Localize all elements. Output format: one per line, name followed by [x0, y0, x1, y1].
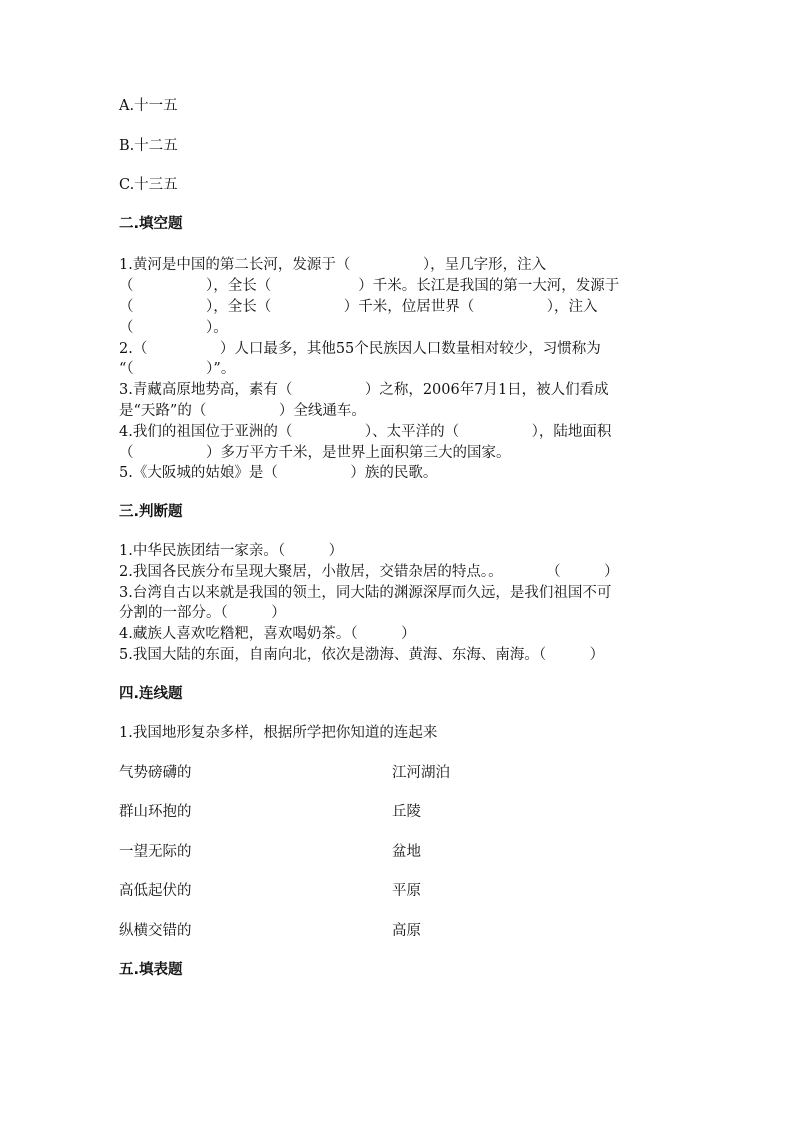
fill-line: 1.黄河是中国的第二长河，发源于（ ），呈几字形，注入: [119, 257, 547, 273]
fill-line: “（ ）”。: [119, 361, 236, 377]
judge-line: 3.台湾自古以来就是我国的领土，同大陆的渊源深厚而久远，是我们祖国不可: [119, 585, 612, 601]
fill-section-heading: 二.填空题: [119, 216, 183, 232]
fill-line: 3.青藏高原地势高，素有（ ）之称，2006年7月1日，被人们看成: [119, 382, 609, 398]
match-question: 1.我国地形复杂多样，根据所学把你知道的连起来: [119, 725, 438, 741]
judge-line: 2.我国各民族分布呈现大聚居，小散居，交错杂居的特点。。 （ ）: [119, 564, 619, 580]
match-right-item: 盆地: [392, 844, 421, 860]
judge-line: 5.我国大陆的东面，自南向北，依次是渤海、黄海、东海、南海。（ ）: [119, 647, 605, 663]
fill-line: 4.我们的祖国位于亚洲的（ ）、太平洋的（ ），陆地面积: [119, 424, 612, 440]
option-b: B.十二五: [119, 138, 178, 154]
fill-line: （ ），全长（ ）千米。长江是我国的第一大河，发源于: [119, 278, 620, 294]
judge-section-heading: 三.判断题: [119, 504, 183, 520]
match-left-item: 气势磅礴的: [119, 765, 192, 781]
match-right-item: 丘陵: [392, 804, 421, 820]
fill-line: （ ）。: [119, 320, 228, 336]
match-left-item: 高低起伏的: [119, 883, 192, 899]
option-c: C.十三五: [119, 177, 178, 193]
fill-line: 2.（ ）人口最多，其他55个民族因人口数量相对较少，习惯称为: [119, 341, 601, 357]
match-right-item: 江河湖泊: [392, 765, 450, 781]
judge-line: 分割的一部分。（ ）: [119, 605, 286, 621]
fill-line: （ ）多万平方千米，是世界上面积第三大的国家。: [119, 445, 511, 461]
match-section-heading: 四.连线题: [119, 686, 183, 702]
fill-line: （ ），全长（ ）千米，位居世界（ ），注入: [119, 299, 598, 315]
table-section-heading: 五.填表题: [119, 962, 183, 978]
fill-line: 是“天路”的（ ）全线通车。: [119, 403, 366, 419]
judge-line: 1.中华民族团结一家亲。（ ）: [119, 543, 344, 559]
match-left-item: 纵横交错的: [119, 923, 192, 939]
match-right-item: 平原: [392, 883, 421, 899]
fill-line: 5.《大阪城的姑娘》是（ ）族的民歌。: [119, 465, 438, 481]
match-right-item: 高原: [392, 923, 421, 939]
match-left-item: 群山环抱的: [119, 804, 192, 820]
match-left-item: 一望无际的: [119, 844, 192, 860]
option-a: A.十一五: [119, 98, 178, 114]
judge-line: 4.藏族人喜欢吃糌粑，喜欢喝奶茶。（ ）: [119, 626, 416, 642]
